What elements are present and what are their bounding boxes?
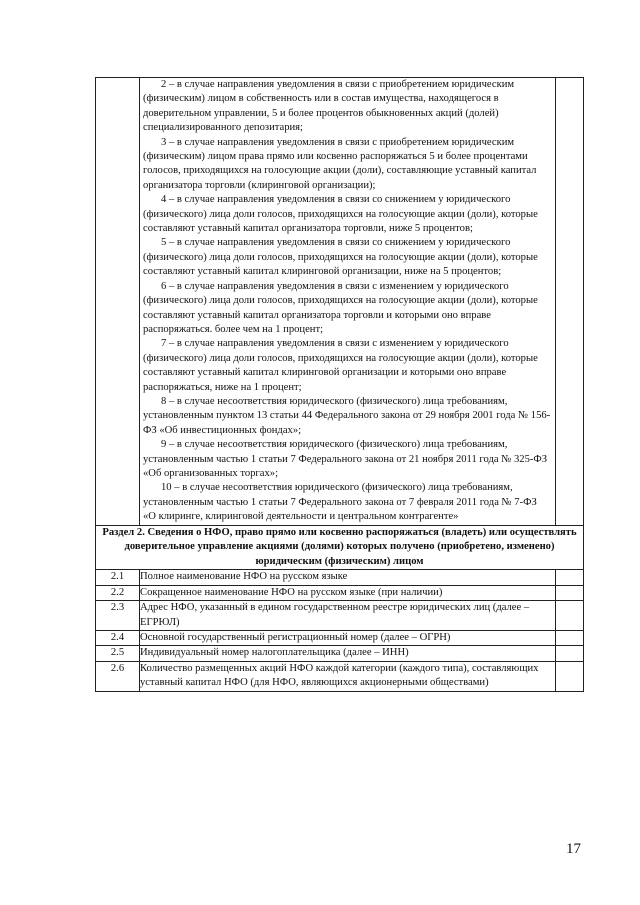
empty-cell	[556, 646, 584, 661]
page-number: 17	[566, 841, 581, 857]
row-number: 2.4	[96, 631, 140, 646]
list-item: 5 – в случае направления уведомления в связи со снижением у юридического (физического) лица доли голосов, приходящихся на голосующие акции (доли), которые составляют уставный капитал клиринговой организации, ниже на 5 процентов;	[143, 237, 538, 278]
list-item: 6 – в случае направления уведомления в связи с изменением у юридического (физического) лица доли голосов, приходящихся на голосующие акции (доли), которые составляют уставный капитал организатора торговли и которыми оно вправе распоряжаться. более чем на 1 процент;	[143, 280, 538, 335]
table-row	[96, 601, 584, 631]
row-number: 2.6	[96, 661, 140, 691]
list-item: 10 – в случае несоответствия юридического (физического) лица требованиям, установленным частью 1 статьи 7 Федерального закона от 7 февраля 2011 года № 7-ФЗ «О клиринге, клиринговой деятельности и центральном контрагенте»	[143, 482, 537, 523]
empty-cell	[556, 631, 584, 646]
empty-cell	[96, 78, 140, 526]
table-row	[96, 661, 584, 691]
document-table	[95, 77, 584, 692]
list-item: 4 – в случае направления уведомления в связи со снижением у юридического (физического) лица доли голосов, приходящихся на голосующие акции (доли), которые составляют уставный капитал организатора торговли, ниже 5 процентов;	[143, 194, 538, 235]
list-item: 8 – в случае несоответствия юридического (физического) лица требованиям, установленным пунктом 13 статьи 44 Федерального закона от 29 ноября 2001 года № 156-ФЗ «Об инвестиционных фондах»;	[143, 395, 551, 436]
empty-cell	[556, 78, 584, 526]
row-number: 2.1	[96, 570, 140, 585]
row-text: Полное наименование НФО на русском языке	[140, 570, 556, 585]
row-number: 2.3	[96, 601, 140, 631]
section-row	[96, 525, 584, 570]
row-text: Адрес НФО, указанный в едином государственном реестре юридических лиц (далее – ЕГРЮЛ)	[140, 601, 556, 631]
row-text: Основной государственный регистрационный номер (далее – ОГРН)	[140, 631, 556, 646]
empty-cell	[556, 570, 584, 585]
empty-cell	[556, 601, 584, 631]
list-item: 7 – в случае направления уведомления в связи с изменением у юридического (физического) лица доли голосов, приходящихся на голосующие акции (доли), которые составляют уставный капитал клиринговой организации и которыми оно вправе распоряжаться, ниже на 1 процент;	[143, 338, 538, 393]
row-text: Индивидуальный номер налогоплательщика (далее – ИНН)	[140, 646, 556, 661]
row-text: Количество размещенных акций НФО каждой категории (каждого типа), составляющих уставный капитал НФО (для НФО, являющихся акционерными обществами)	[140, 661, 556, 691]
empty-cell	[556, 585, 584, 600]
section-heading: Раздел 2. Сведения о НФО, право прямо или косвенно распоряжаться (владеть) или осуществлять доверительное управление акциями (долями) которых получено (приобретено, изменено) юридическим (физическим) лицом	[96, 525, 584, 570]
table-row	[96, 631, 584, 646]
table-row	[96, 570, 584, 585]
table-row	[96, 78, 584, 526]
empty-cell	[556, 661, 584, 691]
list-cell	[140, 78, 556, 526]
list-item: 2 – в случае направления уведомления в связи с приобретением юридическим (физическим) лицом в собственность или в состав имущества, находящегося в доверительном управлении, 5 и более процентов обыкновенных акций (долей) специализированного депозитария;	[143, 79, 515, 134]
row-number: 2.2	[96, 585, 140, 600]
row-text: Сокращенное наименование НФО на русском языке (при наличии)	[140, 585, 556, 600]
table-row	[96, 585, 584, 600]
row-number: 2.5	[96, 646, 140, 661]
list-item: 9 – в случае несоответствия юридического (физического) лица требованиям, установленным частью 1 статьи 7 Федерального закона от 21 ноября 2011 года № 325-ФЗ «Об организованных торгах»;	[143, 439, 548, 479]
table-row	[96, 646, 584, 661]
list-item: 3 – в случае направления уведомления в связи с приобретением юридическим (физическим) лицом права прямо или косвенно распоряжаться 5 и более процентами голосов, приходящихся на голосующие акции (доли), составляющие уставный капитал организатора торговли (клиринговой организации);	[143, 136, 537, 191]
